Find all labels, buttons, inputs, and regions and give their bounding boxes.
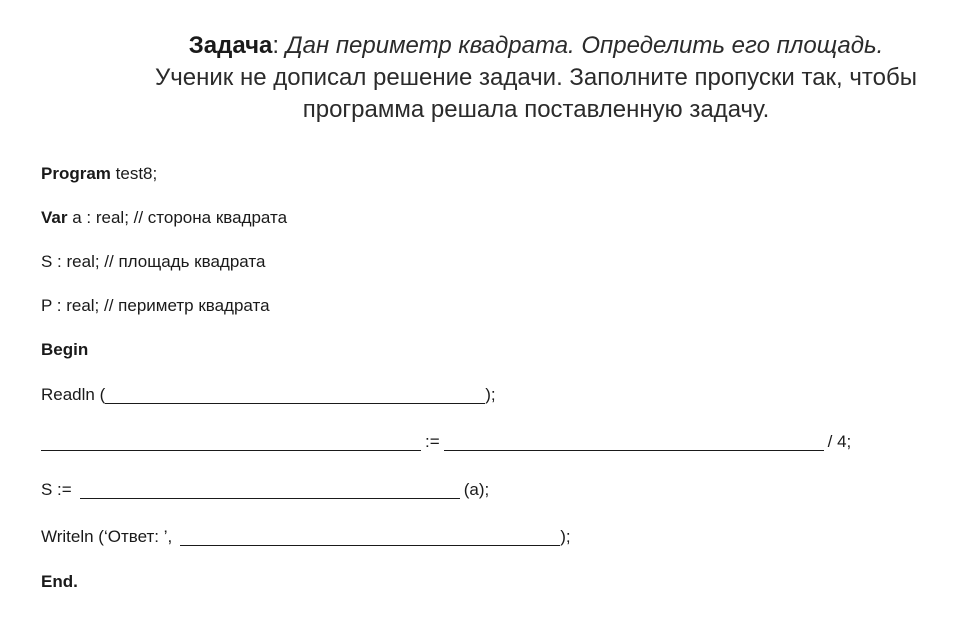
assign-target-blank[interactable] — [41, 432, 421, 451]
task-header — [110, 30, 962, 126]
s-function-blank[interactable] — [80, 480, 460, 499]
readln-close: ); — [485, 385, 496, 404]
div-suffix: / 4; — [827, 432, 852, 451]
code-line-var-p — [41, 295, 270, 317]
task-label: Задача — [188, 32, 273, 59]
begin-keyword: Begin — [41, 340, 89, 359]
readln-blank[interactable] — [105, 385, 485, 404]
instruction-line-1: Ученик не дописал решение задачи. Заполните пропуски так, чтобы — [155, 64, 917, 91]
writeln-close: ); — [560, 527, 571, 546]
assign-value-blank[interactable] — [444, 432, 824, 451]
code-line-end — [41, 571, 78, 593]
program-keyword: Program — [41, 164, 111, 183]
task-statement — [110, 30, 962, 62]
code-line-var-a — [41, 207, 287, 229]
s-assign: S := — [41, 480, 72, 499]
var-a-declaration: a : real; // сторона квадрата — [72, 208, 288, 227]
s-suffix: (a); — [463, 480, 490, 499]
end-keyword: End. — [41, 572, 78, 591]
code-line-writeln — [41, 526, 571, 548]
writeln-blank[interactable] — [180, 527, 560, 546]
var-s-declaration: S : real; // площадь квадрата — [41, 252, 266, 271]
assign-operator: := — [425, 432, 440, 451]
code-line-assign-a — [41, 431, 855, 453]
var-keyword: Var — [41, 208, 68, 227]
task-colon: : — [272, 32, 280, 59]
task-text: Дан периметр квадрата. Определить его площадь. — [285, 32, 884, 59]
program-name: test8; — [115, 164, 158, 183]
code-line-program — [41, 163, 157, 185]
instruction-line-2: программа решала поставленную задачу. — [302, 96, 770, 123]
code-line-s-assign — [41, 479, 493, 501]
var-p-declaration: P : real; // периметр квадрата — [41, 296, 270, 315]
readln-open: Readln ( — [41, 385, 106, 404]
code-line-readln — [41, 384, 496, 406]
writeln-open: Writeln (‘Ответ: ’, — [41, 527, 173, 546]
code-line-begin — [41, 339, 88, 361]
code-line-var-s — [41, 251, 265, 273]
